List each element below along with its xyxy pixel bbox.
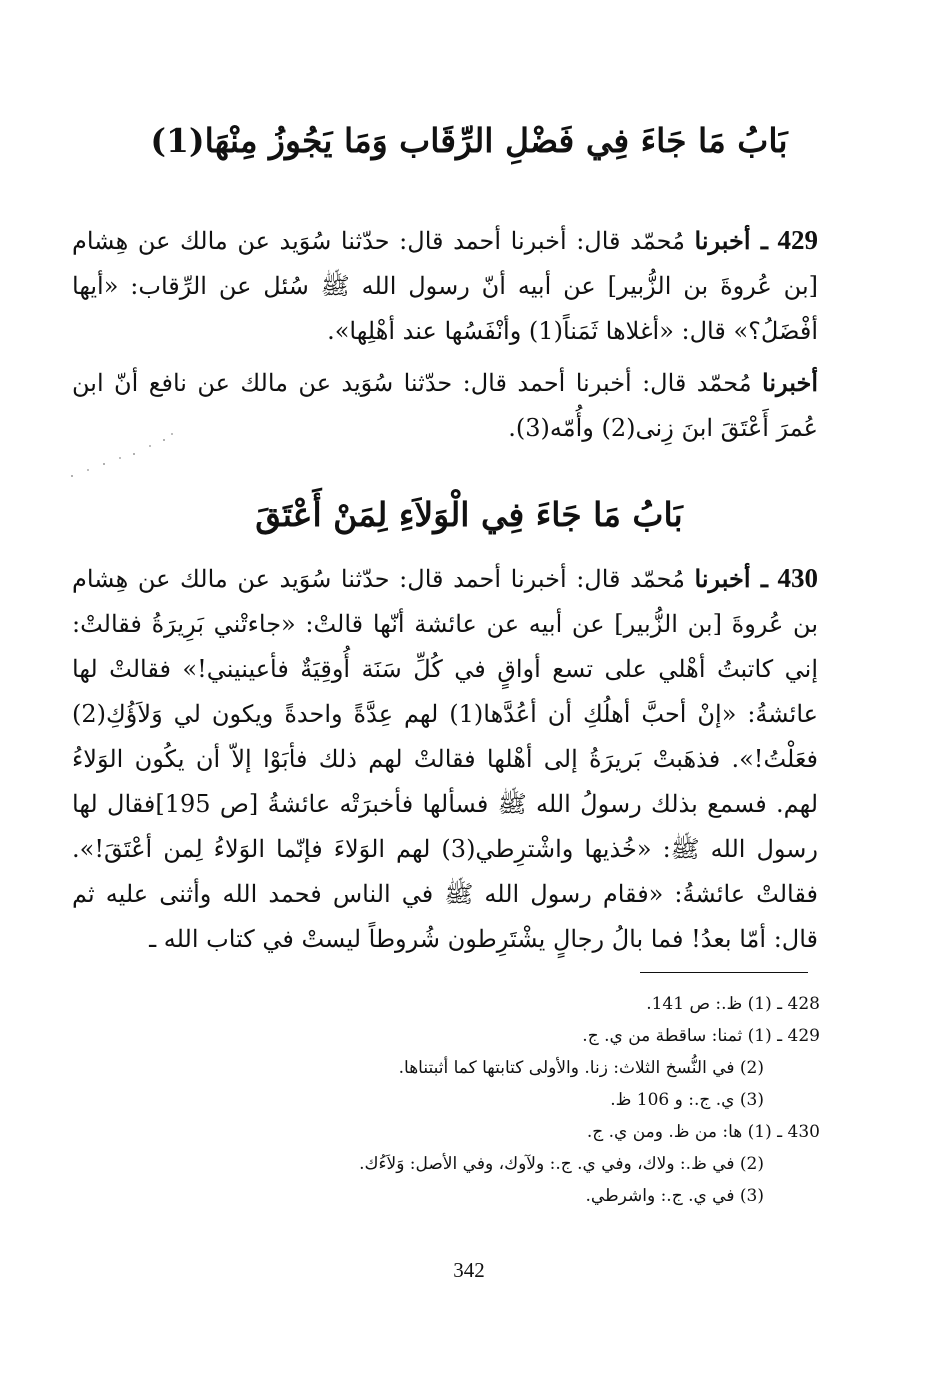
- footnote: (3) في ي. ج.: واشرطي.: [585, 1186, 764, 1206]
- footnote-divider: [640, 972, 808, 973]
- footnote: 430 ـ (1) ها: من ظ. ومن ي. ج.: [586, 1122, 820, 1142]
- hadith-lead: ـ أخبرنا: [694, 226, 768, 255]
- footnote: (2) في ظ.: ولاك، وفي ي. ج.: ولآوك، وفي الأصل: وَلاَءُك.: [359, 1154, 764, 1174]
- section-title-wala: بَابُ مَا جَاءَ فِي الْوَلاَءِ لِمَنْ أَعْتَقَ: [255, 495, 683, 534]
- footnote: (3) ي. ج.: و 106 ظ.: [610, 1090, 764, 1110]
- athar-lead: أخبرنا: [762, 368, 818, 397]
- paper-specks: [60, 430, 180, 490]
- hadith-429: [72, 218, 818, 354]
- athar-text: مُحمّد قال: أخبرنا أحمد قال: حدّثنا سُوَيد عن مالك عن نافع أنّ ابن عُمرَ أَعْتَقَ ابنَ زِنى(2) وأُمّه(3).: [72, 369, 818, 442]
- section-title-manumission: بَابُ مَا جَاءَ فِي فَضْلِ الرِّقَاب وَمَا يَجُوزُ مِنْهَا(1): [150, 121, 788, 160]
- hadith-text: مُحمّد قال: أخبرنا أحمد قال: حدّثنا سُوَيد عن مالك عن هِشام [بن عُروةَ بن الزُّبير] عن أبيه أنّ رسول الله ﷺ سُئل عن الرِّقاب: «أيها أفْضَلُ؟» قال: «أغلاها ثَمَناً(1) وأنْفَسُها عند أهْلِها».: [72, 227, 818, 345]
- footnotes: [150, 988, 820, 1212]
- footnote: 429 ـ (1) ثمنا: ساقطة من ي. ج.: [582, 1026, 820, 1046]
- hadith-text: مُحمّد قال: أخبرنا أحمد قال: حدّثنا سُوَيد عن مالك عن هِشام بن عُروةَ [بن الزُّبير] عن أبيه عن عائشة أنّها قالتْ: «جاءتْني بَرِيرَةُ فقالتْ: إني كاتبتُ أهْلي على تسع أواقٍ في كُلِّ سَنَة أُوقِيَةٌ فأعينيني!» فقالتْ لها عائشةُ: «إنْ أحبَّ أهلُكِ أن أعُدَّها(1) لهم عِدَّةً واحدةً ويكون لي وَلاَؤُكِ(2) فعَلْتُ!». فذهَبتْ بَريرَةُ إلى أهْلها فقالتْ لهم ذلك فأبَوْا إلاّ أن يكُون الوَلاءُ لهم. فسمع بذلك رسولُ الله ﷺ فسألها فأخبرَتْه عائشةُ [ص 195]فقال لها رسول الله ﷺ: «خُذيها واشْترِطي(3) لهم الوَلاءَ فإنّما الوَلاءُ لِمن أعْتَقَ!». فقالتْ عائشةُ: «فقام رسول الله ﷺ في الناس فحمد الله وأثنى عليه ثم قال: أمّا بعدُ! فما بالُ رجالٍ يشْتَرِطون شُروطاً ليستْ في كتاب الله ـ: [72, 565, 819, 953]
- footnote: (2) في النُّسخ الثلاث: زنا. والأولى كتابتها كما أثبتناها.: [398, 1058, 764, 1078]
- hadith-number: 430: [777, 563, 818, 593]
- athar-ibn-umar: [72, 360, 818, 451]
- hadith-lead: ـ أخبرنا: [694, 564, 768, 593]
- footnote: 428 ـ (1) ظ.: ص 141.: [646, 994, 820, 1014]
- hadith-number: 429: [777, 225, 818, 255]
- page-number: 342: [453, 1258, 485, 1282]
- hadith-430: [72, 556, 818, 962]
